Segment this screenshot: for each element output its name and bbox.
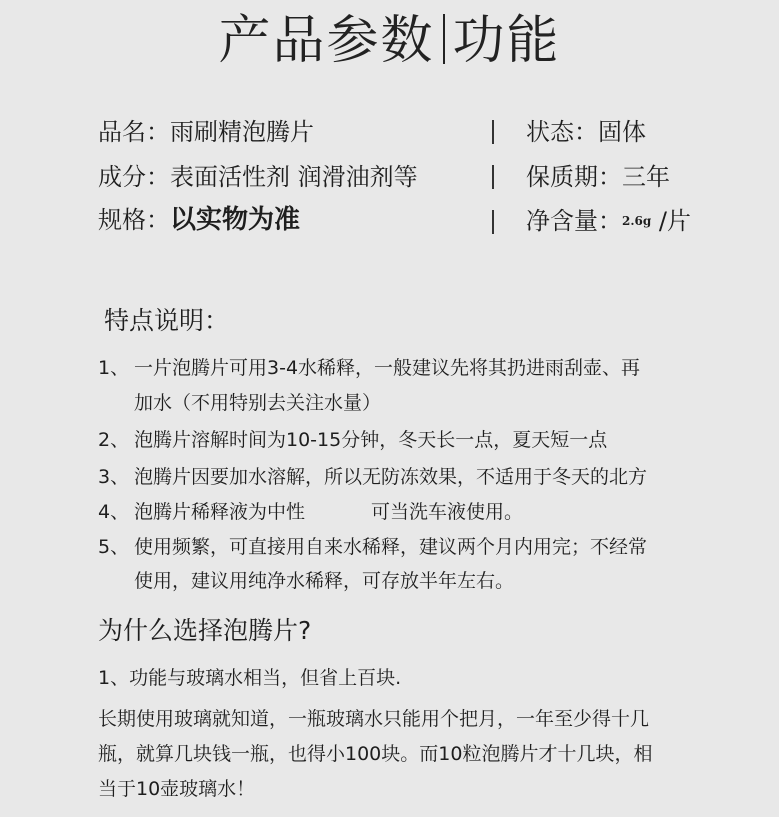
spec-ingredients-label: 成分： xyxy=(98,163,170,191)
why-paragraph-line-3: 当于10壶玻璃水！ xyxy=(98,778,256,800)
spec-content-value: 2.6g xyxy=(622,214,652,228)
title-divider xyxy=(443,14,445,64)
spec-ingredients xyxy=(98,162,418,192)
feature-text: 可当洗车液使用。 xyxy=(371,501,524,523)
why-heading: 为什么选择泡腾片? xyxy=(98,616,312,645)
spec-divider-2 xyxy=(492,165,494,189)
spec-state xyxy=(526,117,646,147)
spec-divider-1 xyxy=(492,120,494,144)
title-product-params: 产品参数 xyxy=(218,11,435,71)
feature-num: 1、 xyxy=(98,357,130,379)
feature-text: 使用频繁，可直接用自来水稀释，建议两个月内用完；不经常 xyxy=(134,536,648,558)
feature-item-4 xyxy=(98,497,523,527)
spec-ingredients-value: 表面活性剂 润滑油剂等 xyxy=(170,163,418,191)
feature-item-5-cont: 使用，建议用纯净水稀释，可存放半年左右。 xyxy=(134,570,515,592)
spec-size-value: 以实物为准 xyxy=(170,205,301,235)
spec-net-content xyxy=(526,206,691,236)
spec-shelf-label: 保质期： xyxy=(526,163,622,191)
feature-text: 一片泡腾片可用3-4水稀释，一般建议先将其扔进雨刮壶、再 xyxy=(134,357,641,379)
spec-name-label: 品名： xyxy=(98,118,170,146)
title-function: 功能 xyxy=(452,11,561,71)
spec-shelf-value: 三年 xyxy=(622,163,670,191)
spec-size xyxy=(98,205,300,235)
feature-item-1 xyxy=(98,353,640,383)
spec-state-label: 状态： xyxy=(526,118,598,146)
features-heading: 特点说明： xyxy=(104,306,230,335)
spec-name-value: 雨刷精泡腾片 xyxy=(170,118,314,146)
feature-num: 4、 xyxy=(98,501,130,523)
feature-num: 5、 xyxy=(98,536,130,558)
feature-text: 泡腾片因要加水溶解，所以无防冻效果，不适用于冬天的北方 xyxy=(134,466,648,488)
feature-item-3 xyxy=(98,462,647,492)
feature-item-1-cont: 加水（不用特别去关注水量） xyxy=(134,392,382,414)
spec-state-value: 固体 xyxy=(598,118,646,146)
feature-text: 泡腾片溶解时间为10-15分钟，冬天长一点，夏天短一点 xyxy=(134,429,608,451)
spec-size-label: 规格： xyxy=(98,206,170,234)
spec-content-label: 净含量： xyxy=(526,207,622,235)
feature-item-2 xyxy=(98,425,607,455)
feature-num: 2、 xyxy=(98,429,130,451)
spec-name xyxy=(98,117,314,147)
feature-item-5 xyxy=(98,532,647,562)
why-paragraph-line-1: 长期使用玻璃就知道，一瓶玻璃水只能用个把月，一年至少得十几 xyxy=(98,708,650,730)
spec-shelf-life xyxy=(526,162,670,192)
feature-text: 泡腾片稀释液为中性 xyxy=(134,501,306,523)
feature-num: 3、 xyxy=(98,466,130,488)
spec-content-unit: /片 xyxy=(658,207,692,235)
why-item-1: 1、功能与玻璃水相当，但省上百块. xyxy=(98,667,402,689)
why-paragraph-line-2: 瓶，就算几块钱一瓶，也得小100块。而10粒泡腾片才十几块，相 xyxy=(98,743,653,765)
page-title xyxy=(0,8,779,74)
spec-divider-3 xyxy=(492,210,494,234)
